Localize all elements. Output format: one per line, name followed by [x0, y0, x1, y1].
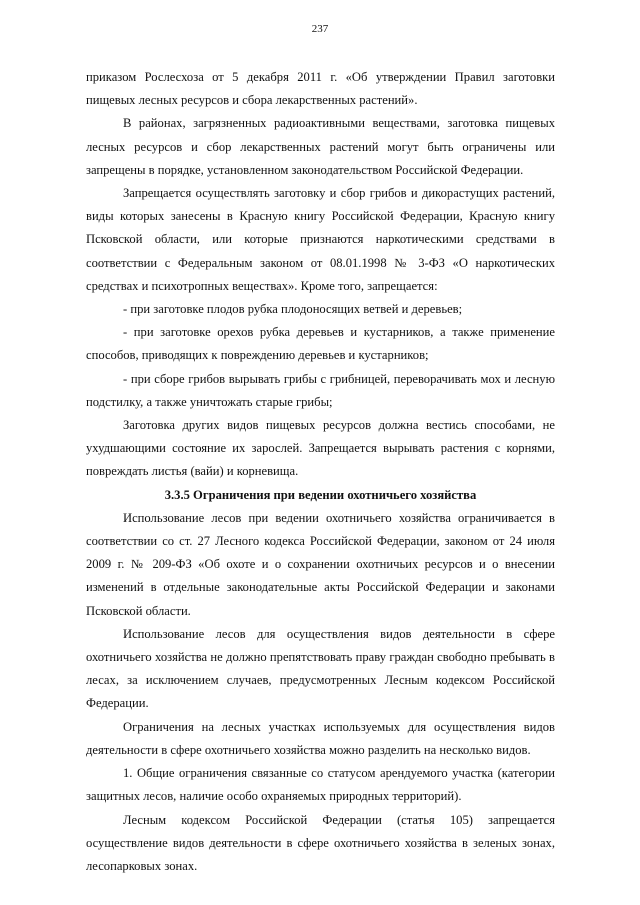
list-item-fruit-harvesting: - при заготовке плодов рубка плодоносящих ветвей и деревьев; [123, 302, 463, 317]
section-paragraph-2: Использование лесов для осуществления видов деятельности в сфере охотничьего хозяйства не должно препятствовать праву граждан свободно пребывать в лесах, за исключением случаев, предусмотренных Лесным кодексом Российской Федерации. [86, 626, 555, 711]
section-heading: 3.3.5 Ограничения при ведении охотничьего хозяйства [164, 487, 477, 502]
section-paragraph-4: 1. Общие ограничения связанные со статусом арендуемого участка (категории защитных лесов, наличие особо охраняемых природных территорий). [86, 766, 555, 804]
section-paragraph-1: Использование лесов при ведении охотничьего хозяйства ограничивается в соответствии со ст. 27 Лесного кодекса Российской Федерации, законом от 24 июля 2009 г. № 209-ФЗ «Об охоте и о сохранении охотничьих ресурсов и о внесении изменений в отдельные законодательные акты Российской Федерации и законами Псковской области. [86, 510, 555, 618]
paragraph-3: Запрещается осуществлять заготовку и сбор грибов и дикорастущих растений, виды которых занесены в Красную книгу Российской Федерации, Красную книгу Псковской области, или которые признаются наркотическими средствами в соответствии с Федеральным законом от 08.01.1998 № 3-ФЗ «О наркотических средствах и психотропных веществах». Кроме того, запрещается: [86, 186, 555, 293]
page-number: 237 [311, 23, 329, 35]
paragraph-2: В районах, загрязненных радиоактивными веществами, заготовка пищевых лесных ресурсов и сбор лекарственных растений могут быть ограничены или запрещены в порядке, установленном законодательством Российской Федерации. [86, 116, 555, 177]
section-paragraph-3: Ограничения на лесных участках используемых для осуществления видов деятельности в сфере охотничьего хозяйства можно разделить на несколько видов. [86, 719, 555, 757]
list-item-nut-harvesting: - при заготовке орехов рубка деревьев и кустарников, а также применение способов, приводящих к повреждению деревьев и кустарников; [86, 325, 555, 363]
list-item-mushroom-picking: - при сборе грибов вырывать грибы с грибницей, переворачивать мох и лесную подстилку, а также уничтожать старые грибы; [86, 371, 555, 409]
paragraph-1: приказом Рослесхоза от 5 декабря 2011 г. «Об утверждении Правил заготовки пищевых лесных ресурсов и сбора лекарственных растений». [86, 70, 555, 108]
paragraph-food-resources: Заготовка других видов пищевых ресурсов должна вестись способами, не ухудшающими состояние их зарослей. Запрещается вырывать растения с корнями, повреждать листья (вайи) и корневища. [86, 418, 555, 479]
section-paragraph-5: Лесным кодексом Российской Федерации (статья 105) запрещается осуществление видов деятельности в сфере охотничьего хозяйства в зеленых зонах, лесопарковых зонах. [86, 812, 555, 873]
page-body [86, 66, 555, 878]
